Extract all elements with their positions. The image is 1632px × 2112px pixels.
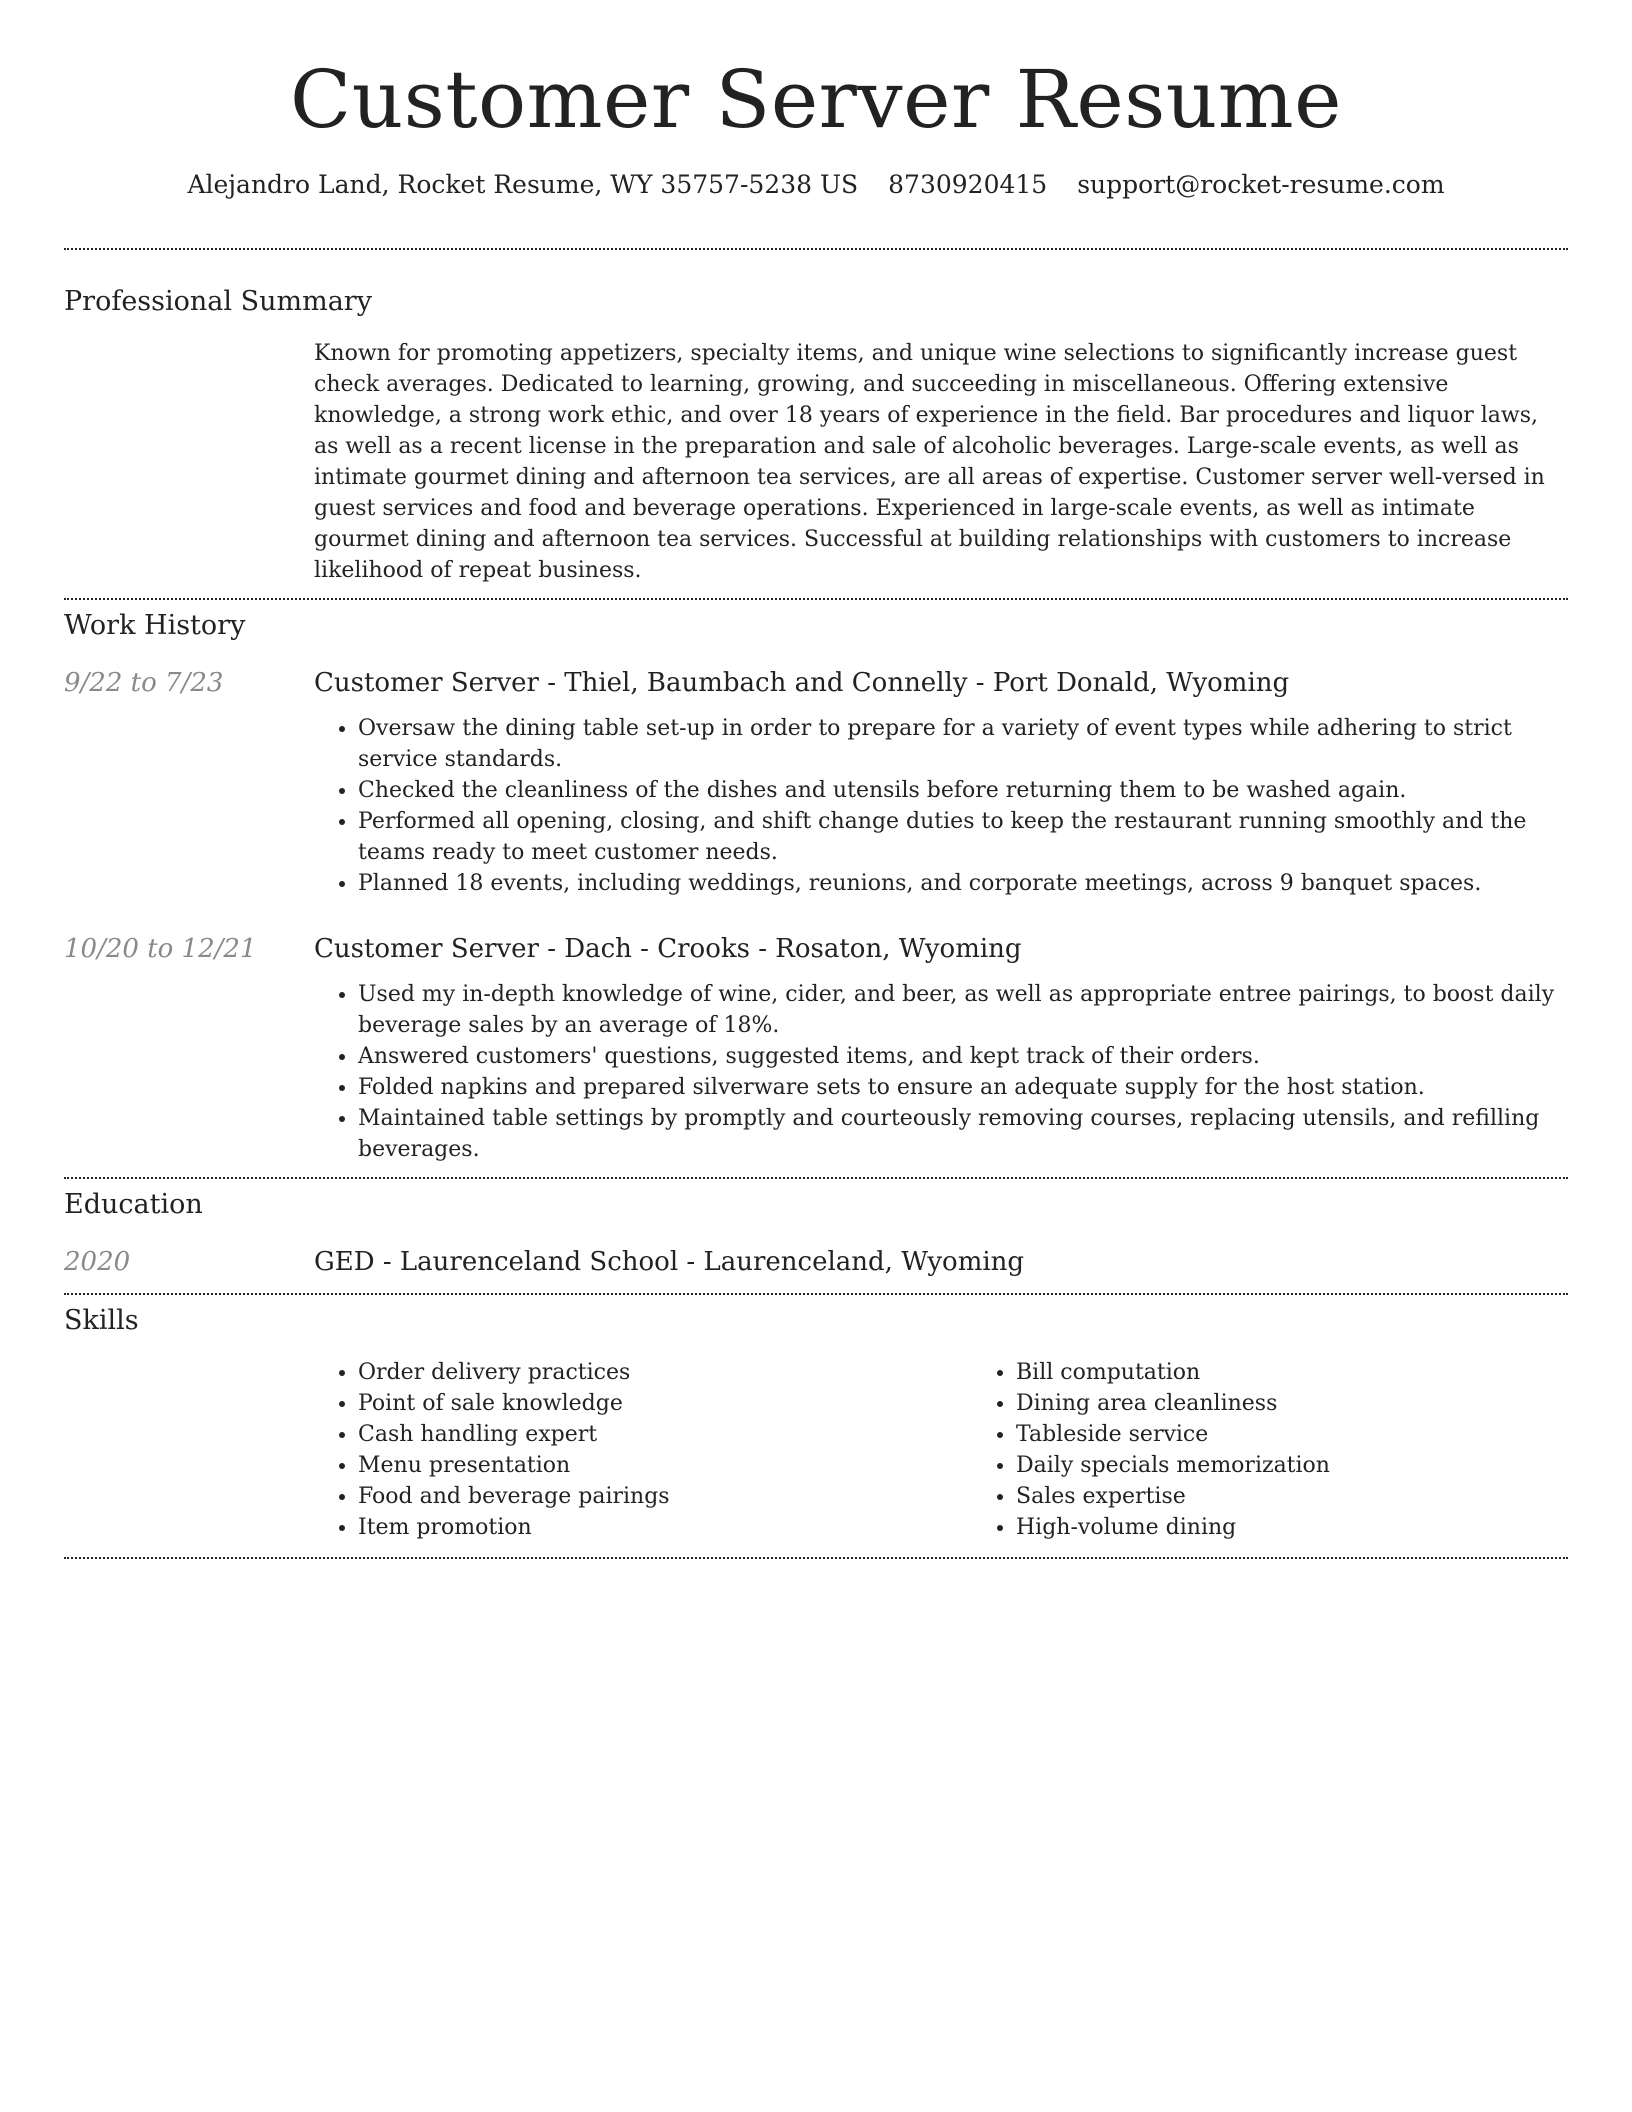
- job-entry: [64, 932, 1568, 1165]
- list-item: • Answered customers' questions, suggested items, and kept track of their orders.: [358, 1041, 1568, 1072]
- list-item: • Maintained table settings by promptly and courteously removing courses, replacing utensils, and refilling beverages.: [358, 1103, 1568, 1165]
- skill-item: • Tableside service: [1016, 1419, 1568, 1450]
- skill-item: • Bill computation: [1016, 1357, 1568, 1388]
- skill-item: • Daily specials memorization: [1016, 1450, 1568, 1481]
- skills-list-right: [972, 1357, 1568, 1543]
- list-item: • Folded napkins and prepared silverware sets to ensure an adequate supply for the host station.: [358, 1072, 1568, 1103]
- section-work-history: [64, 600, 1568, 1177]
- skill-item: • Menu presentation: [358, 1450, 972, 1481]
- job-bullets: [314, 979, 1568, 1165]
- skill-item: • Cash handling expert: [358, 1419, 972, 1450]
- skill-item: • Dining area cleanliness: [1016, 1388, 1568, 1419]
- education-year: 2020: [64, 1247, 131, 1277]
- skills-list-left: [314, 1357, 972, 1543]
- skill-item: • High-volume dining: [1016, 1512, 1568, 1543]
- list-item: • Planned 18 events, including weddings, reunions, and corporate meetings, across 9 banquet spaces.: [358, 868, 1568, 899]
- section-title-work-history: Work History: [64, 610, 246, 641]
- divider: [64, 1557, 1568, 1559]
- job-title: Customer Server - Thiel, Baumbach and Connelly - Port Donald, Wyoming: [314, 668, 1290, 698]
- list-item: • Used my in-depth knowledge of wine, cider, and beer, as well as appropriate entree pairings, to boost daily beverage sales by an average of 18%.: [358, 979, 1568, 1041]
- section-summary: [64, 250, 1568, 598]
- skill-item: • Order delivery practices: [358, 1357, 972, 1388]
- section-skills: [64, 1295, 1568, 1557]
- education-title: GED - Laurenceland School - Laurenceland, Wyoming: [314, 1247, 1025, 1277]
- section-title-summary: Professional Summary: [64, 286, 372, 317]
- contact-email: support@rocket-resume.com: [1077, 170, 1445, 199]
- summary-text: Known for promoting appetizers, specialty items, and unique wine selections to significantly increase guest check averages. Dedicated to learning, growing, and succeeding in miscellaneous. Offering extensive knowledge, a strong work ethic, and over 18 years of experience in the field. Bar procedures and liquor laws, as well as a recent license in the preparation and sale of alcoholic beverages. Large-scale events, as well as intimate gourmet dining and afternoon tea services, are all areas of expertise. Customer server well-versed in guest services and food and beverage operations. Experienced in large-scale events, as well as intimate gourmet dining and afternoon tea services. Successful at building relationships with customers to increase likelihood of repeat business.: [314, 341, 1545, 583]
- skill-item: • Food and beverage pairings: [358, 1481, 972, 1512]
- job-dates: 10/20 to 12/21: [64, 934, 257, 964]
- education-entry: [64, 1245, 1568, 1279]
- list-item: • Oversaw the dining table set-up in order to prepare for a variety of event types while adhering to strict service standards.: [358, 713, 1568, 775]
- skill-item: • Sales expertise: [1016, 1481, 1568, 1512]
- job-dates: 9/22 to 7/23: [64, 668, 224, 698]
- job-entry: [64, 666, 1568, 899]
- contact-address: Alejandro Land, Rocket Resume, WY 35757-5238 US: [187, 170, 859, 199]
- contact-phone: 8730920415: [888, 170, 1048, 199]
- section-education: [64, 1179, 1568, 1293]
- list-item: • Checked the cleanliness of the dishes and utensils before returning them to be washed again.: [358, 775, 1568, 806]
- job-bullets: [314, 713, 1568, 899]
- resume-header: [64, 0, 1568, 202]
- resume-title: Customer Server Resume: [290, 53, 1342, 146]
- job-title: Customer Server - Dach - Crooks - Rosaton, Wyoming: [314, 934, 1022, 964]
- skill-item: • Item promotion: [358, 1512, 972, 1543]
- section-title-skills: Skills: [64, 1305, 139, 1336]
- contact-line: [64, 168, 1568, 202]
- skill-item: • Point of sale knowledge: [358, 1388, 972, 1419]
- section-title-education: Education: [64, 1189, 203, 1220]
- list-item: • Performed all opening, closing, and shift change duties to keep the restaurant running smoothly and the teams ready to meet customer needs.: [358, 806, 1568, 868]
